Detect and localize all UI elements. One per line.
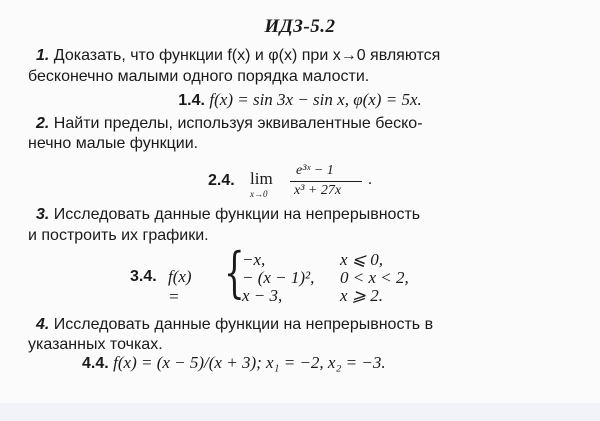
task1-sub-expression: f(x) = sin 3x − sin x, φ(x) = 5x. [209,90,422,109]
task1-sub-number: 1.4. [178,92,205,109]
task1-statement-line2: бесконечно малыми одного порядка малости. [28,68,370,85]
document-title: ИДЗ-5.2 [264,16,336,37]
limit-end-period: . [368,171,372,188]
piece-expr-2: − (x − 1)², [242,268,315,287]
task3-text: Исследовать данные функции на непрерывность [53,206,421,223]
task1-number: 1. [36,47,50,64]
limit-operator: lim [250,169,273,188]
task4-number: 4. [36,316,50,333]
task2-statement-line2: нечно малые функции. [28,135,199,152]
task3-sub-number: 3.4. [130,268,157,285]
task4-statement-line2: указанных точках. [28,336,163,353]
task4-text: Исследовать данные функции на непрерывность в [53,316,434,333]
piece-cond-2: 0 < x < 2, [340,268,409,287]
task4-sub-expression: f(x) = (x − 5)/(x + 3); x₁ = −2, x₂ = −3. [113,353,386,372]
task4-statement-line1 [28,315,583,334]
piecewise-lhs: f(x) = [168,267,192,306]
piece-expr-1: −x, [242,250,266,269]
task2-statement-line1 [28,114,583,133]
task2-sub-number: 2.4. [208,172,235,189]
piece-expr-3: x − 3, [242,286,283,305]
bottom-strip [0,403,600,421]
task1-subproblem [0,90,600,110]
task3-statement-line2: и построить их графики. [28,227,209,244]
task2-text: Найти пределы, используя эквивалентные беско- [53,115,423,132]
fraction-bar [290,181,362,182]
task1-text: Доказать, что функции f(x) и φ(x) при x→0 являются [53,47,441,64]
limit-subscript: x→0 [250,189,268,199]
task1-statement-line1 [28,46,583,65]
piece-cond-1: x ⩽ 0, [340,250,384,269]
piecewise-brace: { [224,241,245,304]
fraction-denominator: x³ + 27x [294,183,342,198]
task3-number: 3. [36,206,50,223]
fraction-numerator: e³ˣ − 1 [296,163,334,178]
piece-cond-3: x ⩾ 2. [340,286,384,305]
task4-subproblem [82,353,600,373]
task2-number: 2. [36,115,50,132]
task3-statement-line1 [28,205,583,224]
task4-sub-number: 4.4. [82,355,109,372]
